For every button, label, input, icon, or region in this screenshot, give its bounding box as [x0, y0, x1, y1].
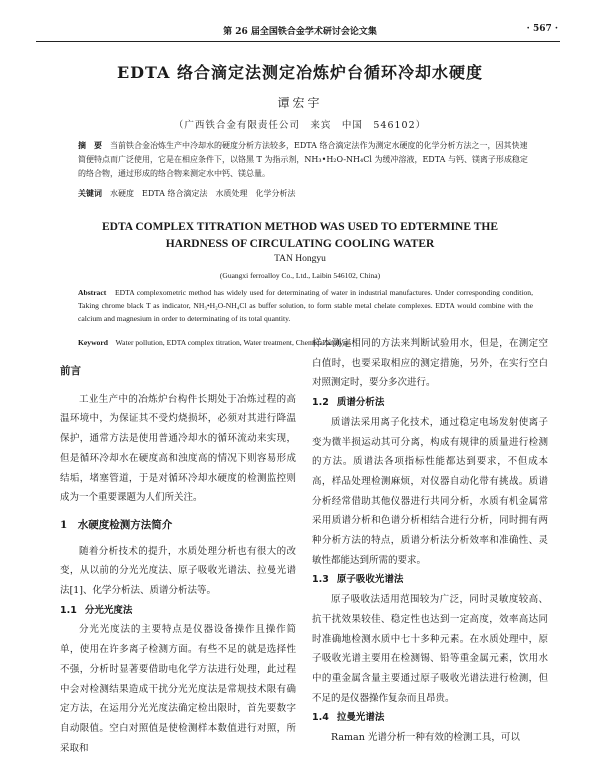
- continued-paragraph: 样本测定相同的方法来判断试验用水，但是，在测定空白值时，也要采取相应的测定措施，另外，在实行空白对照测定时，要分多次进行。: [312, 338, 548, 389]
- abstract-cn-label: 摘 要: [78, 141, 102, 150]
- preface-paragraph: 工业生产中的冶炼炉台构件长期处于冶炼过程的高温环境中，为保证其不受灼烧损坏，必须对其进行降温保护，通常方法是使用普通冷却水的循环流动来实现，但是循环冷却水在硬度高和浊度高的情况下则容易形成结垢，堵塞管道，于是对循环冷却水硬度的检测监控则成为一个重要课题为人们所关注。: [60, 393, 296, 504]
- section-1-1-number: 1.1: [60, 604, 77, 616]
- section-1-heading: 1 水硬度检测方法简介: [60, 518, 173, 531]
- section-1-4-number: 1.4: [312, 712, 329, 724]
- section-1-3-paragraph: 原子吸收法适用范围较为广泛，同时灵敏度较高、抗干扰效果较佳、稳定性也达到一定高度，效率高达同时准确地检测水质中七十多种元素。在水质处理中，原子吸收光谱主要用在检测锡、铅等重金属元素，饮用水中的重金属含量主要通过原子吸收光谱法进行检测，但不足的是仪器操作复杂而且昂贵。: [312, 594, 548, 704]
- running-header-title: 第 26 届全国铁合金学术研讨会论文集: [223, 27, 377, 37]
- author-en: TAN Hongyu: [274, 254, 326, 264]
- section-1-3-title: 原子吸收光谱法: [336, 574, 404, 586]
- section-1-3-number: 1.3: [312, 574, 329, 586]
- section-1-4-paragraph: Raman 光谱分析一种有效的检测工具，可以: [331, 732, 520, 744]
- affiliation-en: (Guangxi ferroalloy Co., Ltd., Laibin 546102, China): [219, 271, 381, 280]
- preface-heading: 前言: [60, 365, 81, 377]
- keywords-en-label: Keyword: [78, 338, 108, 347]
- section-1-2-paragraph: 质谱法采用离子化技术，通过稳定电场发射使离子变为微半损运动其可分离，构成有规律的质量进行检测的方法。质谱法各项指标性能都达到要求，不但成本高，样品处理检测麻烦，对仪器自动化带有挑战。质谱分析经常借助其他仪器进行共同分析，水质有机金属常采用质谱分析和色谱分析相结合进行分析，同时拥有两种分析方法的特点，质谱分析法分析效率和准确性、灵敏性都能达到所需的要求。: [312, 416, 548, 566]
- section-1-2-heading: [312, 393, 548, 413]
- abstract-cn: [78, 139, 530, 181]
- section-1-1-title: 分光光度法: [84, 604, 133, 616]
- section-1-1-paragraph: 分光光度法的主要特点是仪器设备操作且操作简单，使用在许多离子检测方面。有些不足的就是选择性不强，分析时显著要借助电化学方法进行处理，此过程中会对检测结果造成干扰分光光度法是常规技术限有确定方法，在运用分光光度法确定检出限时，首先要数字自动限值。空白对照值是使检测样本数值进行对照，所采取和: [60, 624, 296, 754]
- section-1-3-heading: [312, 570, 548, 590]
- section-1-4-heading: [312, 708, 548, 728]
- keywords-cn-text: 水硬度 EDTA 络合滴定法 水质处理 化学分析法: [102, 189, 296, 198]
- paper-title-en-line1: EDTA COMPLEX TITRATION METHOD WAS USED TO EDTERMINE THE: [102, 221, 498, 233]
- keywords-cn-label: 关键词: [78, 189, 102, 198]
- paper-title-cn: EDTA 络合滴定法测定冶炼炉台循环冷却水硬度: [116, 63, 484, 82]
- section-1-4-title: 拉曼光谱法: [336, 712, 385, 724]
- page-number: · 567 ·: [526, 24, 558, 34]
- keywords-en-text: Water pollution, EDTA complex titration, Water treatment, Chemical analysis: [107, 338, 352, 347]
- author-cn: 谭宏宇: [277, 96, 323, 110]
- section-1-paragraph: 随着分析技术的提升，水质处理分析也有很大的改变，从以前的分光光度法、原子吸收光谱法、拉曼光谱法[1]、化学分析法、质谱分析法等。: [60, 545, 296, 597]
- abstract-en-label: Abstract: [78, 288, 107, 297]
- keywords-cn: [78, 188, 530, 199]
- header-rule: [36, 41, 560, 42]
- paper-title-en-line2: HARDNESS OF CIRCULATING COOLING WATER: [165, 238, 435, 250]
- section-1-2-number: 1.2: [312, 397, 329, 409]
- abstract-en-text: EDTA complexometric method has widely used for determinating of water in industrial manufactures. Under corresponding condition, Taking chrome black T as indicator, NH₃•H₂O-NH₄Cl as buffer solution, to form stable metal chelate complexes. EDTA would combine with the calcium and magnesium in order to determinating of its total quantity.: [78, 288, 533, 324]
- section-1-1-heading: [60, 601, 296, 621]
- section-1-2-title: 质谱分析法: [336, 397, 385, 409]
- abstract-en: [78, 286, 533, 326]
- affiliation-cn: （广西铁合金有限责任公司 来宾 中国 546102）: [173, 120, 427, 131]
- abstract-cn-text: 当前铁合金冶炼生产中冷却水的硬度分析方法较多，EDTA 络合滴定法作为测定水硬度的化学分析方法之一，因其快速简便特点而广泛使用，它是在相应条件下，以铬黑 T 为指示剂，NH₃•H₂O-NH₄Cl 为缓冲溶液，EDTA 与钙、镁离子形成稳定的络合物，通过形成的络合物来测定水中钙、镁总量。: [78, 141, 528, 178]
- right-column: [312, 334, 548, 748]
- paper-title-en: [0, 219, 600, 253]
- left-column: [60, 362, 296, 758]
